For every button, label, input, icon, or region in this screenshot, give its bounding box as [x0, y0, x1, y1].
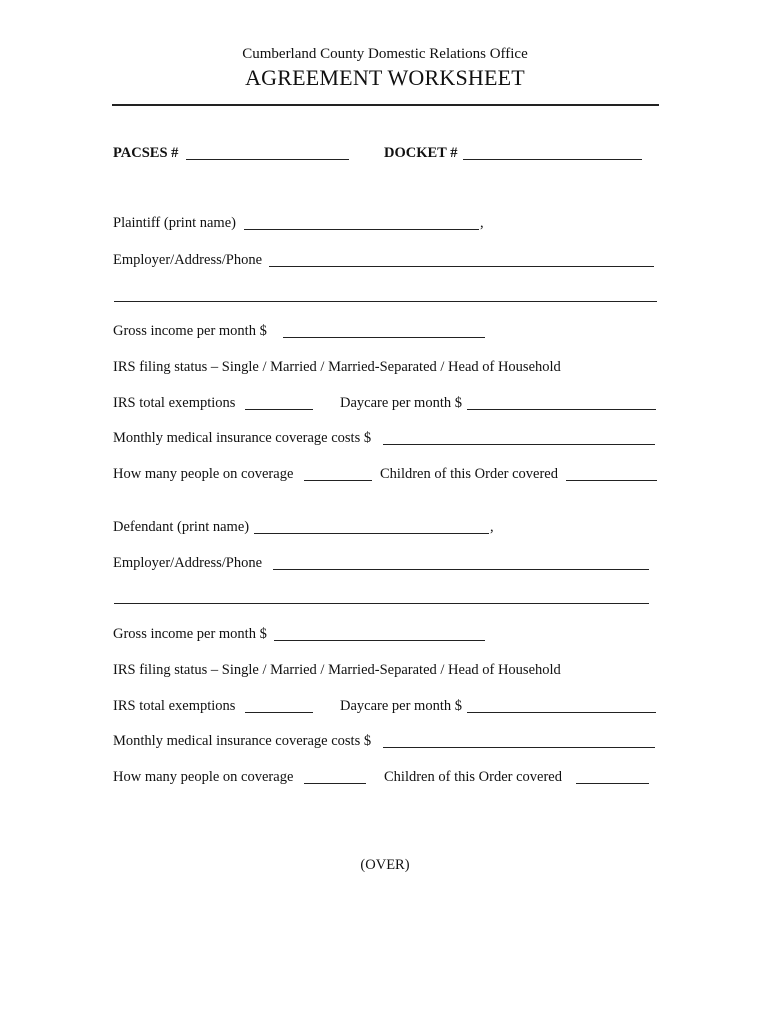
defendant-name-comma: ,: [490, 519, 494, 535]
over-note: (OVER): [360, 857, 410, 873]
docket-field[interactable]: [463, 159, 642, 160]
plaintiff-children-label: Children of this Order covered: [380, 466, 558, 482]
pacses-field[interactable]: [186, 159, 349, 160]
defendant-coverage-people-field[interactable]: [304, 783, 366, 784]
plaintiff-employer-label: Employer/Address/Phone: [113, 252, 263, 268]
plaintiff-coverage-people-field[interactable]: [304, 480, 372, 481]
plaintiff-daycare-field[interactable]: [467, 409, 656, 410]
defendant-exemptions-label: IRS total exemptions: [113, 698, 236, 714]
defendant-daycare-label: Daycare per month $: [340, 698, 462, 714]
defendant-medical-label: Monthly medical insurance coverage costs $: [113, 733, 372, 749]
office-name: Cumberland County Domestic Relations Office: [242, 46, 528, 62]
plaintiff-medical-field[interactable]: [383, 444, 655, 445]
defendant-income-field[interactable]: [274, 640, 485, 641]
plaintiff-name-label: Plaintiff (print name): [113, 215, 236, 231]
plaintiff-filing-status: IRS filing status – Single / Married / Married-Separated / Head of Household: [113, 359, 561, 375]
plaintiff-income-field[interactable]: [283, 337, 485, 338]
docket-label: DOCKET #: [384, 145, 458, 161]
plaintiff-coverage-people-label: How many people on coverage: [113, 466, 294, 482]
plaintiff-employer-field-line2[interactable]: [114, 301, 657, 302]
defendant-coverage-people-label: How many people on coverage: [113, 769, 294, 785]
plaintiff-medical-label: Monthly medical insurance coverage costs $: [113, 430, 372, 446]
defendant-exemptions-field[interactable]: [245, 712, 313, 713]
defendant-income-label: Gross income per month $: [113, 626, 267, 642]
pacses-label: PACSES #: [113, 145, 179, 161]
defendant-filing-status: IRS filing status – Single / Married / Married-Separated / Head of Household: [113, 662, 561, 678]
plaintiff-name-field[interactable]: [244, 229, 479, 230]
plaintiff-exemptions-label: IRS total exemptions: [113, 395, 236, 411]
plaintiff-name-comma: ,: [480, 215, 484, 231]
defendant-children-field[interactable]: [576, 783, 649, 784]
defendant-daycare-field[interactable]: [467, 712, 656, 713]
defendant-employer-field-line2[interactable]: [114, 603, 649, 604]
plaintiff-exemptions-field[interactable]: [245, 409, 313, 410]
plaintiff-income-label: Gross income per month $: [113, 323, 267, 339]
page-title: AGREEMENT WORKSHEET: [245, 65, 525, 90]
plaintiff-employer-field[interactable]: [269, 266, 654, 267]
defendant-medical-field[interactable]: [383, 747, 655, 748]
defendant-employer-label: Employer/Address/Phone: [113, 555, 263, 571]
plaintiff-children-field[interactable]: [566, 480, 657, 481]
plaintiff-daycare-label: Daycare per month $: [340, 395, 462, 411]
header-divider: [112, 104, 659, 106]
defendant-name-label: Defendant (print name): [113, 519, 250, 535]
defendant-employer-field[interactable]: [273, 569, 649, 570]
defendant-name-field[interactable]: [254, 533, 489, 534]
defendant-children-label: Children of this Order covered: [384, 769, 562, 785]
